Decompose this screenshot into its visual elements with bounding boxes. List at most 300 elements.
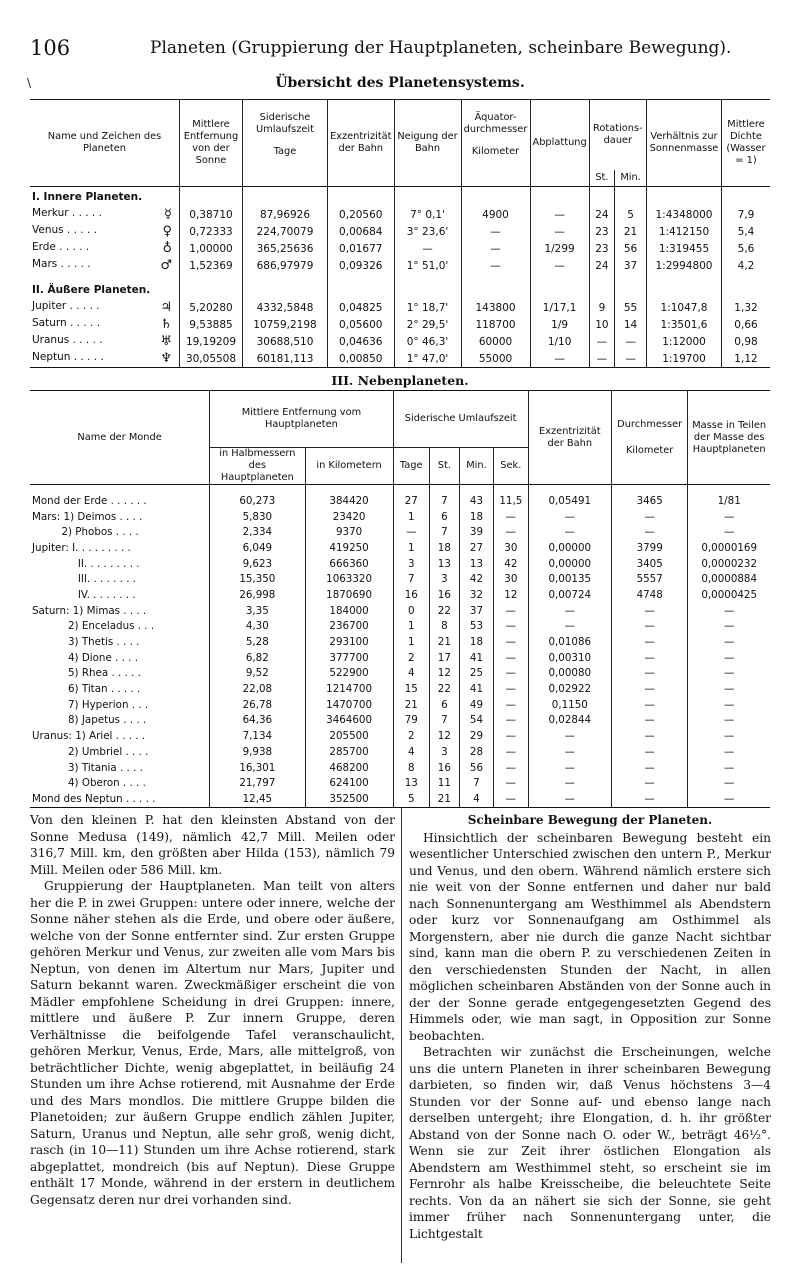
planet-flat: —: [530, 350, 589, 368]
moon-m: 18: [459, 509, 493, 525]
margin-mark: \: [27, 76, 32, 90]
moons-section-title: III. Nebenplaneten.: [331, 373, 469, 388]
planet-flat: 1/17,1: [530, 299, 589, 316]
moon-row: [30, 728, 770, 744]
planet-density: 0,98: [722, 333, 771, 350]
moon-m: 4: [459, 791, 493, 807]
planet-symbol-icon: ♄: [160, 317, 172, 332]
moon-ecc: 0,01086: [528, 634, 611, 650]
moon-km: 285700: [305, 744, 393, 760]
moon-m: 28: [459, 744, 493, 760]
moon-radii: 21,797: [210, 775, 305, 791]
moon-radii: 5,28: [210, 634, 305, 650]
moon-km: 419250: [305, 540, 393, 556]
planet-name: Neptun . . . . .: [32, 351, 104, 363]
moon-diam: 3405: [611, 556, 687, 572]
planet-density: 1,12: [722, 350, 771, 368]
planet-symbol-icon: ☿: [164, 207, 172, 222]
planet-name: Mars . . . . .: [32, 258, 91, 270]
moon-mass: 0,0000169: [688, 540, 770, 556]
moon-mass: —: [688, 760, 770, 776]
moon-h: 22: [429, 681, 459, 697]
moon-s: 11,5: [494, 493, 529, 509]
moon-s: —: [494, 619, 529, 635]
planet-incl: 1° 51,0': [394, 257, 461, 274]
moon-h: 17: [429, 650, 459, 666]
planet-distance: 5,20280: [180, 299, 243, 316]
moon-km: 293100: [305, 634, 393, 650]
moon-row: [30, 571, 770, 587]
moon-radii: 7,134: [210, 728, 305, 744]
planet-flat: 1/9: [530, 316, 589, 333]
moon-row: [30, 775, 770, 791]
planet-period: 224,70079: [243, 223, 328, 240]
moon-d: 3: [393, 556, 429, 572]
moon-radii: 5,830: [210, 509, 305, 525]
moon-name: 6) Titan . . . . .: [32, 683, 141, 696]
moon-d: 1: [393, 619, 429, 635]
moon-m: 56: [459, 760, 493, 776]
moon-mass: 0,0000884: [688, 571, 770, 587]
moon-radii: 26,78: [210, 697, 305, 713]
planet-name-cell: [30, 350, 180, 368]
th-moon-ecc: Exzentrizität der Bahn: [528, 391, 611, 485]
planet-name-cell: [30, 299, 180, 316]
moon-mass: —: [688, 744, 770, 760]
moon-m: 13: [459, 556, 493, 572]
moon-s: —: [494, 524, 529, 540]
right-text-column: [409, 812, 771, 1242]
moon-d: 2: [393, 728, 429, 744]
planet-distance: 30,05508: [180, 350, 243, 368]
moon-km: 205500: [305, 728, 393, 744]
moon-name: III. . . . . . . .: [32, 573, 137, 586]
planet-name-cell: [30, 316, 180, 333]
moon-diam: —: [611, 744, 687, 760]
moon-h: 21: [429, 634, 459, 650]
planet-incl: 7° 0,1': [394, 206, 461, 223]
moon-km: 9370: [305, 524, 393, 540]
moon-s: —: [494, 603, 529, 619]
moon-ecc: 0,00135: [528, 571, 611, 587]
moon-ecc: 0,00310: [528, 650, 611, 666]
th-name: Name und Zeichen des Planeten: [47, 131, 162, 154]
th-moon-seconds: Sek.: [494, 448, 529, 485]
moon-s: 30: [494, 571, 529, 587]
moon-ecc: —: [528, 791, 611, 807]
planet-ecc: 0,20560: [328, 206, 395, 223]
th-rotation: [589, 100, 646, 171]
planet-h: 9: [589, 299, 614, 316]
moon-radii: 4,30: [210, 619, 305, 635]
th-moon-mass: Masse in Teilen der Masse des Hauptplaneten: [688, 391, 770, 485]
moon-mass: —: [688, 728, 770, 744]
moon-h: 6: [429, 509, 459, 525]
moon-row: [30, 524, 770, 540]
moon-h: 7: [429, 493, 459, 509]
planet-m: 56: [615, 240, 647, 257]
moon-diam: —: [611, 791, 687, 807]
planet-diam: —: [461, 223, 530, 240]
planet-flat: —: [530, 257, 589, 274]
moon-name: 2) Enceladus . . .: [32, 620, 155, 633]
planet-diam: —: [461, 257, 530, 274]
planet-mass: 1:412150: [647, 223, 722, 240]
moon-s: —: [494, 681, 529, 697]
moon-d: 21: [393, 697, 429, 713]
planet-density: 4,2: [722, 257, 771, 274]
moon-d: 1: [393, 540, 429, 556]
moon-row: [30, 509, 770, 525]
planet-mass: 1:19700: [647, 350, 722, 368]
moon-km: 468200: [305, 760, 393, 776]
planet-name-cell: [30, 223, 180, 240]
moon-ecc: 0,00000: [528, 540, 611, 556]
planet-name: Saturn . . . . .: [32, 317, 101, 329]
moon-radii: 9,938: [210, 744, 305, 760]
moon-row: [30, 650, 770, 666]
moon-name: 5) Rhea . . . . .: [32, 667, 141, 680]
planet-row: [30, 350, 770, 368]
th-moon-diam-unit: Kilometer: [626, 444, 674, 456]
section-inner-planets: I. Innere Planeten.: [32, 190, 143, 203]
planet-row: [30, 223, 770, 240]
planet-row: [30, 299, 770, 316]
moon-h: 8: [429, 619, 459, 635]
moon-diam: —: [611, 619, 687, 635]
moon-km: 1214700: [305, 681, 393, 697]
planet-row: [30, 316, 770, 333]
planet-flat: 1/10: [530, 333, 589, 350]
moon-s: 42: [494, 556, 529, 572]
planet-h: 23: [589, 223, 614, 240]
moon-s: —: [494, 775, 529, 791]
moon-d: 15: [393, 681, 429, 697]
moon-row: [30, 634, 770, 650]
planet-distance: 1,00000: [180, 240, 243, 257]
moon-radii: 12,45: [210, 791, 305, 807]
moon-km: 1870690: [305, 587, 393, 603]
planet-name-cell: [30, 257, 180, 274]
moon-name: Jupiter: I. . . . . . . . .: [32, 541, 131, 554]
moon-km: 624100: [305, 775, 393, 791]
moon-d: 4: [393, 666, 429, 682]
moon-diam: —: [611, 634, 687, 650]
th-moon-diam-label: Durchmesser: [617, 418, 683, 430]
moon-d: 1: [393, 634, 429, 650]
planet-mass: 1:4348000: [647, 206, 722, 223]
moon-diam: —: [611, 775, 687, 791]
th-density: Mittlere Dichte (Wasser = 1): [722, 100, 771, 187]
moon-name: Mars: 1) Deimos . . . .: [32, 510, 143, 523]
planet-name-cell: [30, 240, 180, 257]
moon-name: 3) Thetis . . . .: [32, 636, 140, 649]
planet-incl: 3° 23,6': [394, 223, 461, 240]
moon-radii: 6,049: [210, 540, 305, 556]
planet-m: 55: [615, 299, 647, 316]
th-rot-hours: St.: [589, 170, 614, 187]
planet-diam: 4900: [461, 206, 530, 223]
th-diameter: [461, 100, 530, 171]
planet-density: 5,6: [722, 240, 771, 257]
moon-m: 42: [459, 571, 493, 587]
planet-diam: 118700: [461, 316, 530, 333]
moon-name: Mond des Neptun . . . . .: [32, 792, 156, 805]
planet-row: [30, 240, 770, 257]
moon-name: II. . . . . . . . .: [32, 557, 140, 570]
page-number: 106: [30, 36, 71, 60]
moon-h: 13: [429, 556, 459, 572]
th-moon-radii: in Halbmessern des Hauptplaneten: [210, 448, 305, 485]
moon-h: 12: [429, 728, 459, 744]
moon-diam: —: [611, 697, 687, 713]
moon-ecc: 0,00724: [528, 587, 611, 603]
th-moon-distance: Mittlere Entfernung vom Hauptplaneten: [210, 391, 393, 448]
moon-s: —: [494, 509, 529, 525]
th-distance: Mittlere Entfernung von der Sonne: [180, 100, 243, 187]
moon-m: 25: [459, 666, 493, 682]
planet-density: 0,66: [722, 316, 771, 333]
moon-diam: —: [611, 650, 687, 666]
planet-m: 5: [615, 206, 647, 223]
right-column-title: Scheinbare Bewegung der Planeten.: [467, 813, 713, 827]
section-title: Übersicht des Planetensystems.: [275, 75, 525, 91]
planet-name-cell: [30, 206, 180, 223]
moon-diam: —: [611, 713, 687, 729]
moon-row: [30, 587, 770, 603]
moon-d: 1: [393, 509, 429, 525]
moon-ecc: —: [528, 619, 611, 635]
planet-m: 14: [615, 316, 647, 333]
planet-diam: 55000: [461, 350, 530, 368]
moon-ecc: —: [528, 760, 611, 776]
moon-radii: 9,52: [210, 666, 305, 682]
th-diameter-label: Äquator-durchmesser: [463, 112, 528, 135]
moon-diam: 3799: [611, 540, 687, 556]
moon-row: [30, 760, 770, 776]
moon-h: 7: [429, 713, 459, 729]
planet-h: —: [589, 350, 614, 368]
planet-diam: —: [461, 240, 530, 257]
moon-mass: 0,0000232: [688, 556, 770, 572]
moon-s: —: [494, 650, 529, 666]
moon-h: 18: [429, 540, 459, 556]
moon-h: 6: [429, 697, 459, 713]
planet-h: 23: [589, 240, 614, 257]
moon-h: 11: [429, 775, 459, 791]
moon-d: 27: [393, 493, 429, 509]
planet-mass: 1:12000: [647, 333, 722, 350]
planet-density: 5,4: [722, 223, 771, 240]
planet-mass: 1:2994800: [647, 257, 722, 274]
th-period-unit: Tage: [273, 146, 297, 157]
planet-period: 60181,113: [243, 350, 328, 368]
running-title: Planeten (Gruppierung der Hauptplaneten, scheinbare Bewegung).: [150, 38, 732, 58]
moon-s: —: [494, 791, 529, 807]
moon-ecc: —: [528, 509, 611, 525]
right-paragraph: Hinsichtlich der scheinbaren Bewegung besteht ein wesentlicher Unterschied zwischen den untern P., Merkur und Venus, und den obern. Während nämlich erstere sich nie weit von der Sonne entfernen und daher nur bald nach Sonnenuntergang am Westhimmel als Abendstern oder kurz vor Sonnenaufgang am Osthimmel als Morgenstern, aber nie durch die ganze Nacht sichtbar sind, kann man die obern P. zu verschiedenen Zeiten in den verschiedensten Stunden der Nacht, in allen möglichen scheinbaren Abständen von der Sonne auch in der der Sonne gerade entgegengesetzten Gegend des Himmels oder, wie man sagt, in Opposition zur Sonne beobachten.: [409, 830, 771, 1043]
moon-d: 5: [393, 791, 429, 807]
moon-h: 16: [429, 760, 459, 776]
planet-ecc: 0,04636: [328, 333, 395, 350]
planet-h: 24: [589, 206, 614, 223]
planet-name: Jupiter . . . . .: [32, 300, 100, 312]
moon-d: 7: [393, 571, 429, 587]
moon-mass: —: [688, 603, 770, 619]
moon-diam: —: [611, 728, 687, 744]
planet-ecc: 0,05600: [328, 316, 395, 333]
th-moon-km: in Kilometern: [305, 448, 393, 485]
moon-name: Saturn: 1) Mimas . . . .: [32, 604, 147, 617]
moon-s: —: [494, 666, 529, 682]
moon-row: [30, 556, 770, 572]
planet-table: [30, 99, 770, 368]
moon-radii: 16,301: [210, 760, 305, 776]
moon-km: 352500: [305, 791, 393, 807]
planet-period: 10759,2198: [243, 316, 328, 333]
planet-ecc: 0,00684: [328, 223, 395, 240]
planet-incl: 1° 18,7': [394, 299, 461, 316]
moon-name: 3) Titania . . . .: [32, 761, 143, 774]
moon-radii: 2,334: [210, 524, 305, 540]
moon-ecc: 0,02844: [528, 713, 611, 729]
moon-km: 522900: [305, 666, 393, 682]
page-header: [30, 36, 770, 66]
th-moon-period: Siderische Umlaufszeit: [393, 391, 528, 448]
th-eccentricity: Exzentrizität der Bahn: [328, 100, 395, 187]
th-rot-minutes: Min.: [615, 170, 647, 187]
planet-symbol-icon: ♃: [160, 300, 172, 315]
moon-km: 236700: [305, 619, 393, 635]
th-moon-minutes: Min.: [459, 448, 493, 485]
planet-diam: 60000: [461, 333, 530, 350]
moon-radii: 60,273: [210, 493, 305, 509]
moon-m: 41: [459, 681, 493, 697]
planet-symbol-icon: ♀: [162, 224, 172, 239]
planet-mass: 1:319455: [647, 240, 722, 257]
moon-ecc: 0,02922: [528, 681, 611, 697]
planet-name: Venus . . . . .: [32, 224, 97, 236]
th-inclination: Neigung der Bahn: [394, 100, 461, 187]
planet-row: [30, 257, 770, 274]
moon-m: 41: [459, 650, 493, 666]
left-text-column: [30, 812, 395, 1208]
moon-row: [30, 791, 770, 807]
left-paragraph: Gruppierung der Hauptplaneten. Man teilt von alters her die P. in zwei Gruppen: untere oder innere, welche der Sonne näher stehen als die Erde, und obere oder äußere, welche von der Sonne entfernter sind. Zur ersten Gruppe gehören Merkur und Venus, zur zweiten alle vom Mars bis Neptun, von denen im Altertum nur Mars, Jupiter und Saturn bekannt waren. Zweckmäßiger erscheint die von Mädler empfohlene Scheidung in drei Gruppen: innere, mittlere und äußere P. Zur innern Gruppe, deren Verhältnisse die beifolgende Tafel veranschaulicht, gehören Merkur, Venus, Erde, Mars, alle mittelgroß, von beträchtlicher Dichte, wenig abgeplattet, in beiläufig 24 Stunden um ihre Achse rotierend, mit Ausnahme der Erde und des Mars mondlos. Die mittlere Gruppe bilden die Planetoiden; zur äußern Gruppe endlich zählen Jupiter, Saturn, Uranus und Neptun, alle sehr groß, wenig dicht, rasch (in 10—11) Stunden um ihre Achse rotierend, stark abgeplattet, mondreich (bis auf Neptun). Diese Gruppe enthält 17 Monde, während in der erstern in deutlichem Gegensatz deren nur drei vorhanden sind.: [30, 879, 395, 1207]
moon-radii: 22,08: [210, 681, 305, 697]
planet-m: 37: [615, 257, 647, 274]
moon-m: 49: [459, 697, 493, 713]
moon-ecc: —: [528, 728, 611, 744]
planet-h: 24: [589, 257, 614, 274]
planet-mass: 1:1047,8: [647, 299, 722, 316]
planet-distance: 0,72333: [180, 223, 243, 240]
moon-diam: —: [611, 603, 687, 619]
moon-ecc: 0,00080: [528, 666, 611, 682]
moon-row: [30, 603, 770, 619]
th-rotation-label: Rotations-dauer: [593, 123, 643, 146]
moons-table-body: [30, 485, 770, 808]
moon-d: 13: [393, 775, 429, 791]
moon-h: 16: [429, 587, 459, 603]
planet-name: Merkur . . . . .: [32, 207, 102, 219]
moon-s: —: [494, 697, 529, 713]
moons-table: [30, 390, 770, 808]
th-flattening: Abplattung: [530, 100, 589, 187]
planet-ecc: 0,09326: [328, 257, 395, 274]
moon-mass: —: [688, 524, 770, 540]
moon-m: 43: [459, 493, 493, 509]
planet-m: —: [615, 333, 647, 350]
moon-radii: 9,623: [210, 556, 305, 572]
moon-m: 54: [459, 713, 493, 729]
moon-h: 3: [429, 744, 459, 760]
moon-ecc: —: [528, 603, 611, 619]
moon-row: [30, 713, 770, 729]
th-period-label: Siderische Umlaufszeit: [256, 112, 314, 135]
moon-diam: —: [611, 760, 687, 776]
moon-s: —: [494, 744, 529, 760]
planet-row: [30, 333, 770, 350]
left-paragraph: Von den kleinen P. hat den kleinsten Abstand von der Sonne Medusa (149), nämlich 42,7 Mill. Meilen oder 316,7 Mill. km, den größten aber Hilda (153), nämlich 79 Mill. Meilen oder 586 Mill. km.: [30, 813, 395, 877]
planet-m: 21: [615, 223, 647, 240]
planet-diam: 143800: [461, 299, 530, 316]
moon-km: 384420: [305, 493, 393, 509]
moon-mass: —: [688, 619, 770, 635]
moon-diam: 3465: [611, 493, 687, 509]
moon-row: [30, 540, 770, 556]
moon-s: —: [494, 728, 529, 744]
moon-m: 27: [459, 540, 493, 556]
right-column-paragraphs: [409, 830, 771, 1243]
moon-km: 3464600: [305, 713, 393, 729]
moon-mass: —: [688, 650, 770, 666]
planet-symbol-icon: ♁: [162, 241, 172, 256]
moon-km: 377700: [305, 650, 393, 666]
moon-mass: —: [688, 634, 770, 650]
moon-h: 12: [429, 666, 459, 682]
th-mass: Verhältnis zur Sonnenmasse: [647, 100, 722, 187]
moon-radii: 6,82: [210, 650, 305, 666]
moon-name: Uranus: 1) Ariel . . . . .: [32, 730, 146, 743]
moon-s: —: [494, 760, 529, 776]
moon-ecc: —: [528, 775, 611, 791]
planet-period: 365,25636: [243, 240, 328, 257]
moon-m: 32: [459, 587, 493, 603]
moon-d: 2: [393, 650, 429, 666]
moon-mass: —: [688, 509, 770, 525]
moon-mass: —: [688, 666, 770, 682]
moon-name: Mond der Erde . . . . . .: [32, 494, 147, 507]
moon-row: [30, 697, 770, 713]
moon-d: 8: [393, 760, 429, 776]
moon-name: 4) Dione . . . .: [32, 651, 138, 664]
moon-mass: —: [688, 681, 770, 697]
moon-row: [30, 619, 770, 635]
moon-diam: 4748: [611, 587, 687, 603]
moon-m: 39: [459, 524, 493, 540]
planet-name: Erde . . . . .: [32, 241, 90, 253]
moon-name: IV. . . . . . . .: [32, 588, 136, 601]
planet-mass: 1:3501,6: [647, 316, 722, 333]
planet-period: 4332,5848: [243, 299, 328, 316]
planet-incl: —: [394, 240, 461, 257]
planet-symbol-icon: ♂: [160, 258, 172, 273]
moon-ecc: 0,00000: [528, 556, 611, 572]
planet-ecc: 0,01677: [328, 240, 395, 257]
th-period: [243, 100, 328, 171]
moon-ecc: 0,05491: [528, 493, 611, 509]
